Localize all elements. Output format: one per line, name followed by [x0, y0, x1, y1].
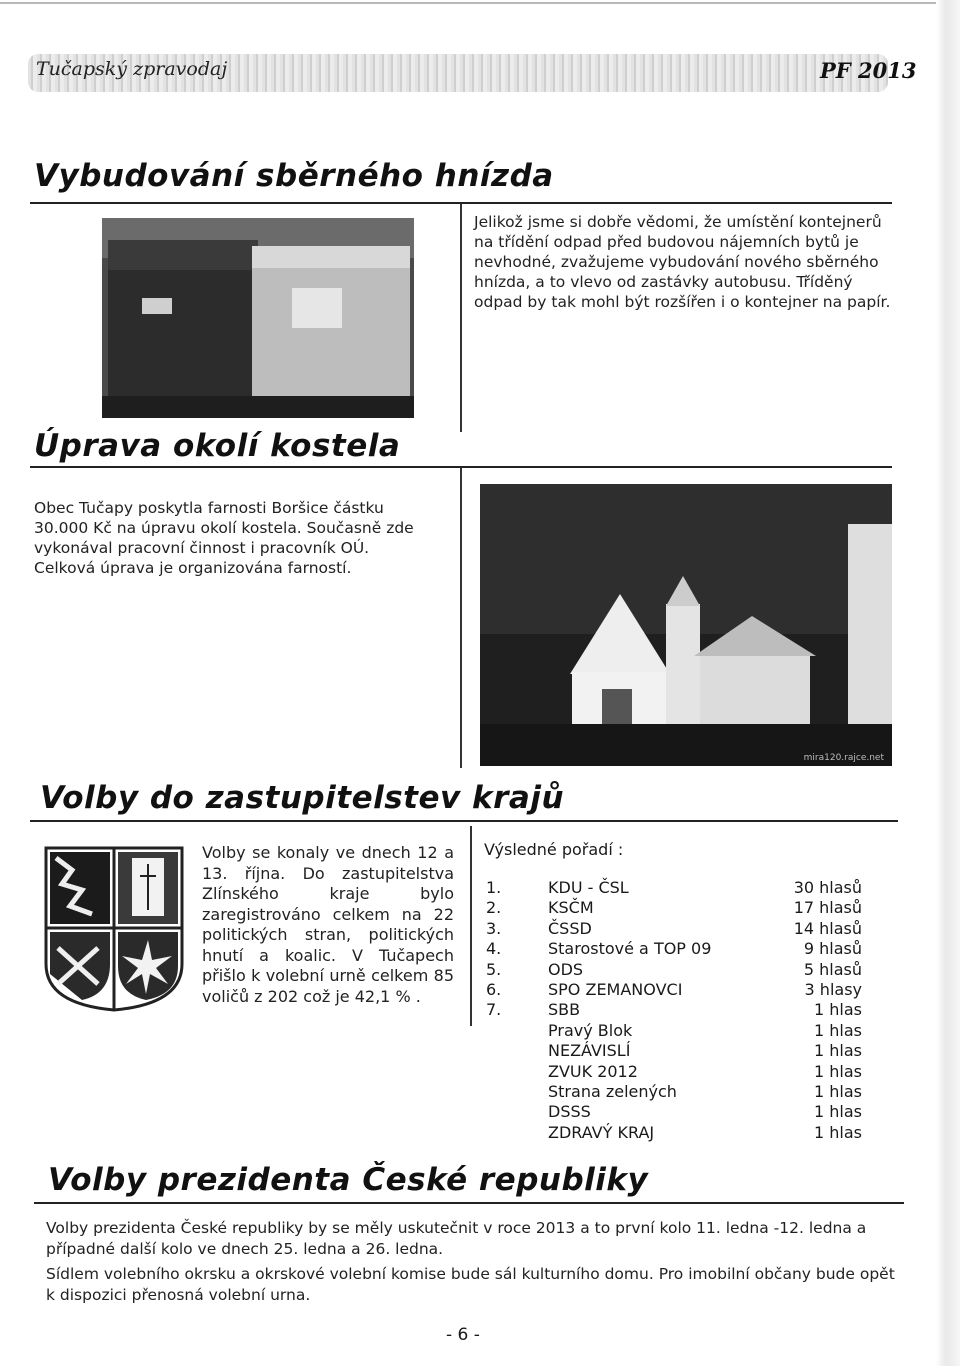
- photo-credit: mira120.rajce.net: [803, 753, 884, 763]
- result-votes: 17 hlasů: [793, 898, 862, 918]
- heading-regional-elections: Volby do zastupitelstev krajů: [40, 780, 565, 816]
- result-rank: 4.: [486, 939, 502, 959]
- result-party: Starostové a TOP 09: [548, 939, 712, 959]
- church-photo: [480, 484, 892, 766]
- result-votes: 1 hlas: [814, 1020, 862, 1040]
- presidential-text-1: Volby prezidenta České republiky by se měly uskutečnit v roce 2013 a to první kolo 11. ledna -12. ledna a případné další kolo ve dnech 25. ledna a 26. ledna.: [46, 1219, 867, 1258]
- rule-section4: [34, 1202, 904, 1204]
- result-row: [486, 878, 862, 898]
- result-party: ČSSD: [548, 918, 592, 938]
- result-row: [486, 1062, 862, 1082]
- results-list: [486, 878, 862, 1148]
- result-rank: 2.: [486, 898, 502, 918]
- result-rank: 5.: [486, 959, 502, 979]
- result-party: ZVUK 2012: [548, 1061, 638, 1081]
- result-party: ZDRAVÝ KRAJ: [548, 1122, 655, 1142]
- result-votes: 5 hlasů: [803, 959, 862, 979]
- result-votes: 30 hlasů: [793, 878, 862, 897]
- result-votes: 9 hlasů: [803, 939, 862, 959]
- result-votes: 1 hlas: [814, 1102, 862, 1122]
- result-rank: 6.: [486, 980, 502, 999]
- results-title: Výsledné pořadí :: [484, 840, 624, 859]
- result-votes: 1 hlas: [814, 1000, 862, 1020]
- column-divider-3: [470, 826, 472, 1026]
- result-party: DSSS: [548, 1102, 591, 1122]
- result-party: ODS: [548, 959, 584, 979]
- result-party: KDU - ČSL: [548, 878, 629, 897]
- page-number: - 6 -: [446, 1325, 480, 1345]
- result-party: Pravý Blok: [548, 1020, 633, 1040]
- result-row: [486, 939, 862, 959]
- result-votes: 1 hlas: [814, 1041, 862, 1061]
- collection-point-text: Jelikož jsme si dobře vědomi, že umístění kontejnerů na třídění odpad před budovou nájemních bytů je nevhodné, zvažujeme vybudování nového sběrného hnízda, a to vlevo od zastávky autobusu. Tříděný odpad by tak mohl být rozšířen i o kontejner na papír.: [474, 213, 891, 311]
- heading-church-surroundings: Úprava okolí kostela: [34, 428, 401, 464]
- zlin-region-coat-of-arms: [42, 844, 186, 1014]
- result-row: [486, 1082, 862, 1102]
- column-divider-1: [460, 204, 462, 432]
- result-party: NEZÁVISLÍ: [548, 1041, 631, 1061]
- heading-presidential-election: Volby prezidenta České republiky: [48, 1162, 649, 1198]
- result-row: [486, 980, 862, 1000]
- result-votes: 1 hlas: [814, 1061, 862, 1081]
- container-photo: [102, 218, 414, 418]
- result-row: [486, 1041, 862, 1061]
- regional-elections-text: Volby se konaly ve dnech 12 a 13. října. Do zastupitelstva Zlínského kraje bylo zaregistrováno celkem na 22 politických stran, politických hnutí a koalic. V Tučapech přišlo k volební urně celkem 85 voličů z 202 což je 42,1 % .: [202, 843, 454, 1006]
- result-votes: 1 hlas: [814, 1122, 862, 1142]
- top-border: [0, 2, 960, 4]
- result-rank: 7.: [486, 1000, 502, 1020]
- church-text: Obec Tučapy poskytla farnosti Boršice částku 30.000 Kč na úpravu okolí kostela. Současně zde vykonával pracovní činnost i pracovník OÚ. Celková úprava je organizována farností.: [34, 499, 414, 577]
- result-party: SBB: [548, 1000, 581, 1020]
- result-row: [486, 1123, 862, 1143]
- edition-label: PF 2013: [820, 58, 917, 83]
- rule-section3: [30, 820, 898, 822]
- result-rank: 1.: [486, 878, 502, 897]
- result-row: [486, 1021, 862, 1041]
- result-row: [486, 919, 862, 939]
- page-edge-shadow: [936, 0, 960, 1366]
- result-row: [486, 960, 862, 980]
- result-party: Strana zelených: [548, 1082, 677, 1101]
- result-votes: 1 hlas: [814, 1082, 862, 1101]
- result-rank: 3.: [486, 918, 502, 938]
- result-party: SPO ZEMANOVCI: [548, 980, 683, 999]
- result-row: [486, 1102, 862, 1122]
- result-row: [486, 1000, 862, 1020]
- heading-collection-point: Vybudování sběrného hnízda: [34, 158, 554, 194]
- newsletter-title: Tučapský zpravodaj: [36, 58, 228, 80]
- result-votes: 14 hlasů: [793, 918, 862, 938]
- column-divider-2: [460, 468, 462, 768]
- result-party: KSČM: [548, 898, 594, 918]
- result-votes: 3 hlasy: [804, 980, 862, 999]
- presidential-text-2: Sídlem volebního okrsku a okrskové volební komise bude sál kulturního domu. Pro imobilní občany bude opět k dispozici přenosná volební urna.: [46, 1265, 895, 1304]
- result-row: [486, 898, 862, 918]
